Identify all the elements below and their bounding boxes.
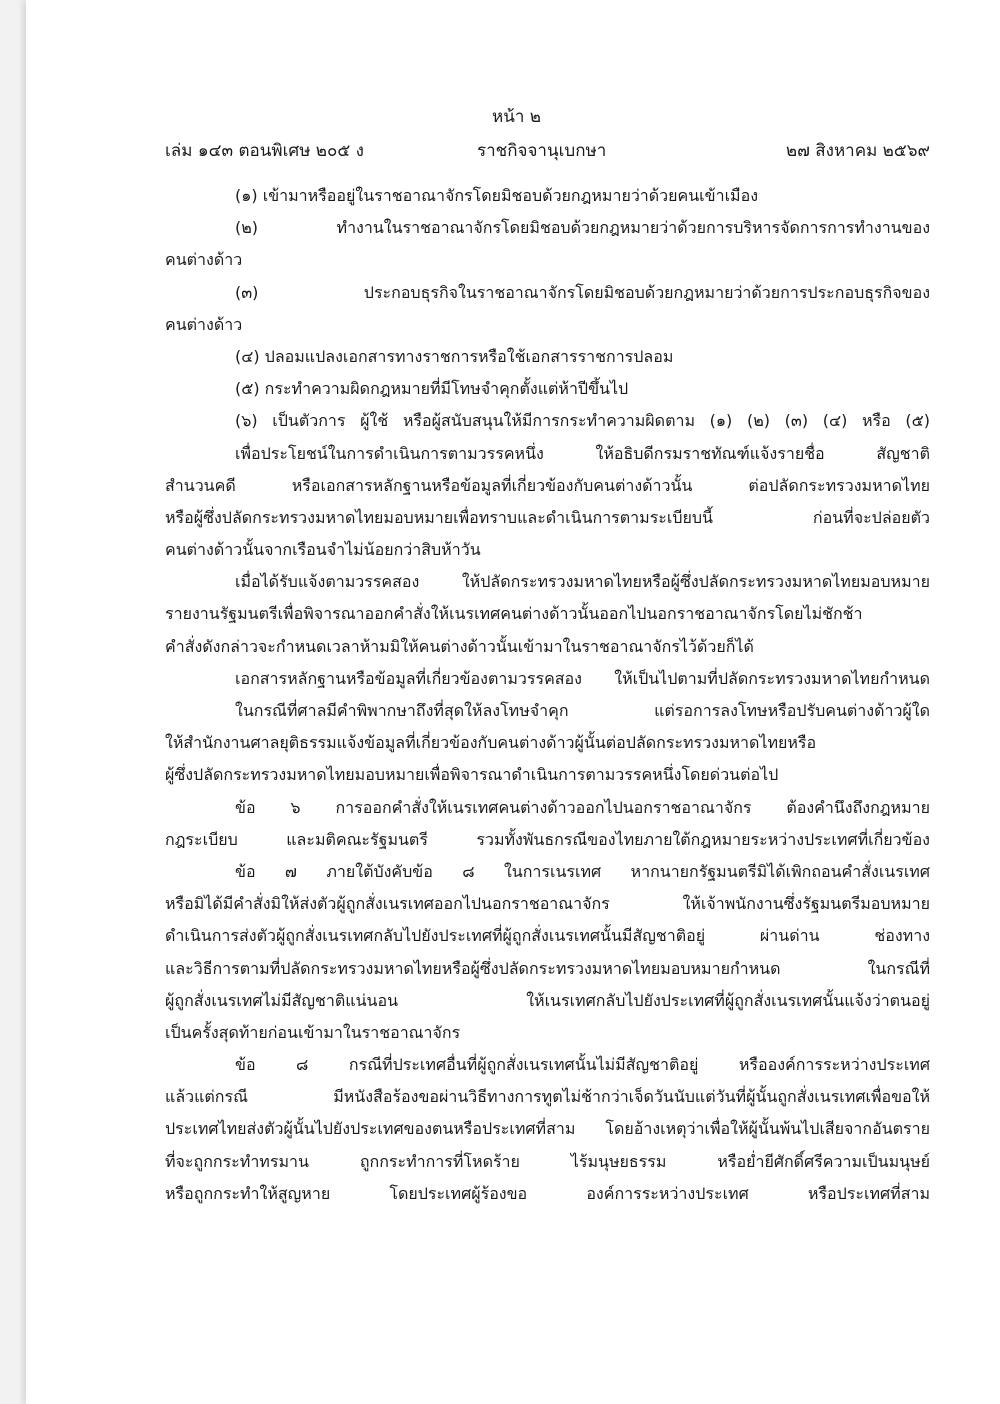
- text-line: เป็นครั้งสุดท้ายก่อนเข้ามาในราชอาณาจักร: [165, 1022, 461, 1042]
- text-line: ประเทศไทยส่งตัวผู้นั้นไปยังประเทศของตนหรือประเทศที่สาม โดยอ้างเหตุว่าเพื่อให้ผู้นั้นพ้นไปเสียจากอันตราย: [165, 1119, 930, 1139]
- text-line: ข้อ ๗ ภายใต้บังคับข้อ ๘ ในการเนรเทศ หากนายกรัฐมนตรีมิได้เพิกถอนคำสั่งเนรเทศ: [235, 861, 930, 881]
- body-text: [165, 180, 930, 1210]
- text-line: ข้อ ๖ การออกคำสั่งให้เนรเทศคนต่างด้าวออกไปนอกราชอาณาจักร ต้องคำนึงถึงกฎหมาย: [235, 797, 930, 817]
- text-line: ในกรณีที่ศาลมีคำพิพากษาถึงที่สุดให้ลงโทษจำคุก แต่รอการลงโทษหรือปรับคนต่างด้าวผู้ใด: [235, 701, 930, 720]
- text-line: และวิธีการตามที่ปลัดกระทรวงมหาดไทยหรือผู้ซึ่งปลัดกระทรวงมหาดไทยมอบหมายกำหนด ในกรณีที่: [165, 958, 930, 978]
- text-line: ข้อ ๘ กรณีที่ประเทศอื่นที่ผู้ถูกสั่งเนรเทศนั้นไม่มีสัญชาติอยู่ หรือองค์การระหว่างประเทศ: [235, 1055, 930, 1075]
- text-line: หรือมิได้มีคำสั่งมิให้ส่งตัวผู้ถูกสั่งเนรเทศออกไปนอกราชอาณาจักร ให้เจ้าพนักงานซึ่งรัฐมนตรีมอบหมาย: [165, 894, 930, 914]
- document-page: [26, 0, 1000, 1404]
- text-line: (๒) ทำงานในราชอาณาจักรโดยมิชอบด้วยกฎหมายว่าด้วยการบริหารจัดการการทำงานของ: [235, 218, 930, 238]
- text-line: คำสั่งดังกล่าวจะกำหนดเวลาห้ามมิให้คนต่างด้าวนั้นเข้ามาในราชอาณาจักรไว้ด้วยก็ได้: [165, 636, 754, 656]
- text-line: ผู้ถูกสั่งเนรเทศไม่มีสัญชาติแน่นอน ให้เนรเทศกลับไปยังประเทศที่ผู้ถูกสั่งเนรเทศนั้นแจ้งว่าตนอยู่: [165, 990, 930, 1010]
- text-line: (๑) เข้ามาหรืออยู่ในราชอาณาจักรโดยมิชอบด้วยกฎหมายว่าด้วยคนเข้าเมือง: [235, 186, 758, 205]
- publication-date: ๒๗ สิงหาคม ๒๕๖๙: [785, 141, 930, 161]
- text-line: ผู้ซึ่งปลัดกระทรวงมหาดไทยมอบหมายเพื่อพิจารณาดำเนินการตามวรรคหนึ่งโดยด่วนต่อไป: [165, 765, 779, 785]
- text-line: กฎระเบียบ และมติคณะรัฐมนตรี รวมทั้งพันธกรณีของไทยภายใต้กฎหมายระหว่างประเทศที่เกี่ยวข้อง: [165, 829, 930, 849]
- text-line: (๔) ปลอมแปลงเอกสารทางราชการหรือใช้เอกสารราชการปลอม: [235, 346, 674, 366]
- text-line: ให้สำนักงานศาลยุติธรรมแจ้งข้อมูลที่เกี่ยวข้องกับคนต่างด้าวผู้นั้นต่อปลัดกระทรวงมหาดไทยหรือ: [165, 733, 817, 753]
- running-header: [165, 137, 930, 159]
- text-line: ดำเนินการส่งตัวผู้ถูกสั่งเนรเทศกลับไปยังประเทศที่ผู้ถูกสั่งเนรเทศนั้นมีสัญชาติอยู่ ผ่านด่าน ช่องทาง: [165, 926, 930, 946]
- text-line: เพื่อประโยชน์ในการดำเนินการตามวรรคหนึ่ง ให้อธิบดีกรมราชทัณฑ์แจ้งรายชื่อ สัญชาติ: [235, 443, 930, 463]
- text-line: หรือถูกกระทำให้สูญหาย โดยประเทศผู้ร้องขอ องค์การระหว่างประเทศ หรือประเทศที่สาม: [165, 1183, 930, 1203]
- text-line: ที่จะถูกกระทำทรมาน ถูกกระทำการที่โหดร้าย ไร้มนุษยธรรม หรือย่ำยีศักดิ์ศรีความเป็นมนุษย์: [165, 1151, 930, 1171]
- text-line: (๖) เป็นตัวการ ผู้ใช้ หรือผู้สนับสนุนให้มีการกระทำความผิดตาม (๑) (๒) (๓) (๔) หรือ (๕): [235, 411, 930, 431]
- publication-name: ราชกิจจานุเบกษา: [477, 141, 607, 161]
- text-line: แล้วแต่กรณี มีหนังสือร้องขอผ่านวิธีทางการทูตไม่ช้ากว่าเจ็ดวันนับแต่วันที่ผู้นั้นถูกสั่งเนรเทศเพื่อขอให้: [165, 1087, 930, 1107]
- text-line: รายงานรัฐมนตรีเพื่อพิจารณาออกคำสั่งให้เนรเทศคนต่างด้าวนั้นออกไปนอกราชอาณาจักรโดยไม่ชักช้า: [165, 604, 863, 624]
- text-line: คนต่างด้าว: [165, 250, 243, 270]
- text-line: สำนวนคดี หรือเอกสารหลักฐานหรือข้อมูลที่เกี่ยวข้องกับคนต่างด้าวนั้น ต่อปลัดกระทรวงมหาดไทย: [165, 475, 930, 495]
- page-number: หน้า ๒: [492, 107, 541, 127]
- text-line: คนต่างด้าว: [165, 314, 243, 334]
- text-line: เอกสารหลักฐานหรือข้อมูลที่เกี่ยวข้องตามวรรคสอง ให้เป็นไปตามที่ปลัดกระทรวงมหาดไทยกำหนด: [235, 668, 930, 688]
- volume-issue: เล่ม ๑๔๓ ตอนพิเศษ ๒๐๕ ง: [165, 141, 364, 161]
- text-line: คนต่างด้าวนั้นจากเรือนจำไม่น้อยกว่าสิบห้าวัน: [165, 540, 481, 560]
- text-line: (๕) กระทำความผิดกฎหมายที่มีโทษจำคุกตั้งแต่ห้าปีขึ้นไป: [235, 379, 629, 399]
- text-line: (๓) ประกอบธุรกิจในราชอาณาจักรโดยมิชอบด้วยกฎหมายว่าด้วยการประกอบธุรกิจของ: [235, 282, 930, 302]
- text-line: เมื่อได้รับแจ้งตามวรรคสอง ให้ปลัดกระทรวงมหาดไทยหรือผู้ซึ่งปลัดกระทรวงมหาดไทยมอบหมาย: [235, 572, 930, 592]
- text-line: หรือผู้ซึ่งปลัดกระทรวงมหาดไทยมอบหมายเพื่อทราบและดำเนินการตามระเบียบนี้ ก่อนที่จะปล่อยตัว: [165, 507, 930, 527]
